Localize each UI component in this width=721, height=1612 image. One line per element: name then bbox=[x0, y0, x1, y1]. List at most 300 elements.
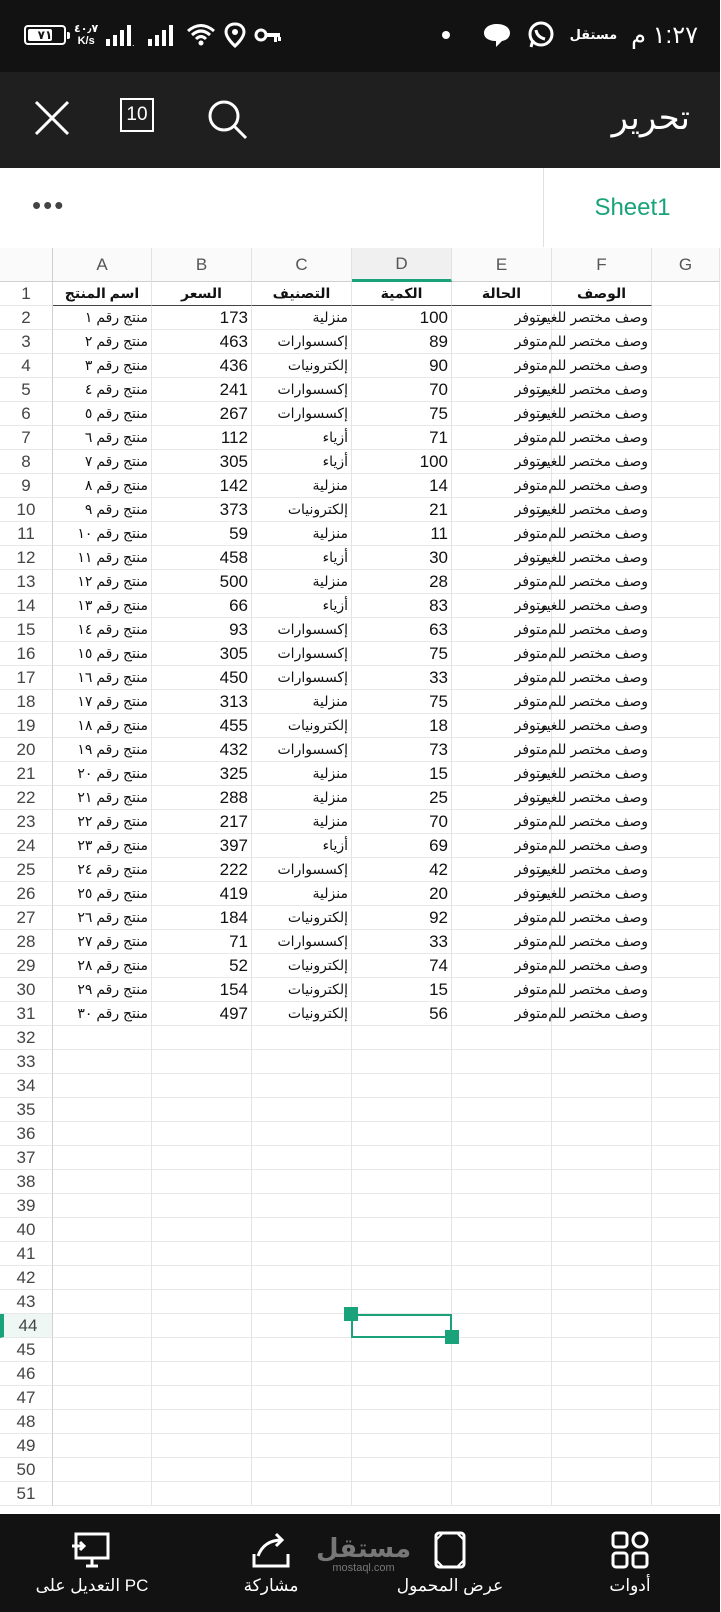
table-cell[interactable]: متوفر bbox=[452, 834, 552, 858]
empty-cell[interactable] bbox=[352, 1482, 452, 1506]
table-cell[interactable]: 436 bbox=[152, 354, 252, 378]
empty-cell[interactable] bbox=[252, 1362, 352, 1386]
empty-cell[interactable] bbox=[652, 714, 720, 738]
table-cell[interactable]: منتج رقم ١٩ bbox=[53, 738, 152, 762]
empty-cell[interactable] bbox=[152, 1434, 252, 1458]
row-header[interactable]: 27 bbox=[0, 906, 53, 930]
table-cell[interactable]: منتج رقم ١٤ bbox=[53, 618, 152, 642]
empty-cell[interactable] bbox=[652, 522, 720, 546]
table-cell[interactable]: 241 bbox=[152, 378, 252, 402]
empty-cell[interactable] bbox=[652, 1026, 720, 1050]
table-cell[interactable]: منتج رقم ٢٢ bbox=[53, 810, 152, 834]
row-header[interactable]: 47 bbox=[0, 1386, 53, 1410]
row-header[interactable]: 8 bbox=[0, 450, 53, 474]
empty-cell[interactable] bbox=[53, 1266, 152, 1290]
selection-start-handle[interactable] bbox=[344, 1307, 358, 1321]
table-cell[interactable]: منتج رقم ١١ bbox=[53, 546, 152, 570]
empty-cell[interactable] bbox=[552, 1194, 652, 1218]
table-cell[interactable]: 455 bbox=[152, 714, 252, 738]
empty-cell[interactable] bbox=[152, 1146, 252, 1170]
row-header[interactable]: 25 bbox=[0, 858, 53, 882]
row-header[interactable]: 7 bbox=[0, 426, 53, 450]
row-header[interactable]: 32 bbox=[0, 1026, 53, 1050]
table-cell[interactable]: منتج رقم ٢١ bbox=[53, 786, 152, 810]
empty-cell[interactable] bbox=[53, 1482, 152, 1506]
row-header[interactable]: 21 bbox=[0, 762, 53, 786]
row-header[interactable]: 36 bbox=[0, 1122, 53, 1146]
table-cell[interactable]: منزلية bbox=[252, 882, 352, 906]
table-cell[interactable]: متوفر bbox=[452, 882, 552, 906]
table-cell[interactable]: 71 bbox=[352, 426, 452, 450]
empty-cell[interactable] bbox=[652, 1410, 720, 1434]
empty-cell[interactable] bbox=[152, 1386, 252, 1410]
table-cell[interactable]: متوفر bbox=[452, 546, 552, 570]
empty-cell[interactable] bbox=[252, 1050, 352, 1074]
row-header[interactable]: 13 bbox=[0, 570, 53, 594]
empty-cell[interactable] bbox=[652, 306, 720, 330]
table-cell[interactable]: متوفر bbox=[452, 402, 552, 426]
empty-cell[interactable] bbox=[652, 402, 720, 426]
table-cell[interactable]: 71 bbox=[152, 930, 252, 954]
empty-cell[interactable] bbox=[152, 1098, 252, 1122]
empty-cell[interactable] bbox=[53, 1434, 152, 1458]
row-header[interactable]: 33 bbox=[0, 1050, 53, 1074]
row-header[interactable]: 17 bbox=[0, 666, 53, 690]
empty-cell[interactable] bbox=[152, 1314, 252, 1338]
table-cell[interactable]: منتج رقم ٢٣ bbox=[53, 834, 152, 858]
row-header[interactable]: 11 bbox=[0, 522, 53, 546]
table-cell[interactable]: 497 bbox=[152, 1002, 252, 1026]
table-header-cell[interactable]: اسم المنتج bbox=[53, 282, 152, 306]
empty-cell[interactable] bbox=[552, 1122, 652, 1146]
table-cell[interactable]: 59 bbox=[152, 522, 252, 546]
table-cell[interactable]: وصف مختصر للغير bbox=[552, 714, 652, 738]
grid-corner[interactable] bbox=[0, 248, 53, 282]
table-cell[interactable]: منتج رقم ٢٨ bbox=[53, 954, 152, 978]
row-header[interactable]: 42 bbox=[0, 1266, 53, 1290]
empty-cell[interactable] bbox=[53, 1194, 152, 1218]
row-header[interactable]: 12 bbox=[0, 546, 53, 570]
empty-cell[interactable] bbox=[552, 1482, 652, 1506]
empty-cell[interactable] bbox=[652, 1146, 720, 1170]
table-cell[interactable]: أزياء bbox=[252, 426, 352, 450]
empty-cell[interactable] bbox=[53, 1074, 152, 1098]
empty-cell[interactable] bbox=[252, 1482, 352, 1506]
table-cell[interactable]: 15 bbox=[352, 978, 452, 1002]
row-header[interactable]: 6 bbox=[0, 402, 53, 426]
row-header[interactable]: 15 bbox=[0, 618, 53, 642]
column-header-d[interactable]: D bbox=[352, 248, 452, 282]
empty-cell[interactable] bbox=[652, 570, 720, 594]
empty-cell[interactable] bbox=[652, 1170, 720, 1194]
table-cell[interactable]: 70 bbox=[352, 378, 452, 402]
table-cell[interactable]: متوفر bbox=[452, 690, 552, 714]
column-header-b[interactable]: B bbox=[152, 248, 252, 282]
table-cell[interactable]: 25 bbox=[352, 786, 452, 810]
table-cell[interactable]: أزياء bbox=[252, 546, 352, 570]
table-cell[interactable]: متوفر bbox=[452, 570, 552, 594]
table-cell[interactable]: متوفر bbox=[452, 714, 552, 738]
table-cell[interactable]: منتج رقم ٢٧ bbox=[53, 930, 152, 954]
table-cell[interactable]: 21 bbox=[352, 498, 452, 522]
table-cell[interactable]: 222 bbox=[152, 858, 252, 882]
table-cell[interactable]: منتج رقم ١٥ bbox=[53, 642, 152, 666]
column-header-c[interactable]: C bbox=[252, 248, 352, 282]
table-cell[interactable]: 325 bbox=[152, 762, 252, 786]
empty-cell[interactable] bbox=[652, 426, 720, 450]
row-header[interactable]: 28 bbox=[0, 930, 53, 954]
empty-cell[interactable] bbox=[452, 1242, 552, 1266]
table-cell[interactable]: متوفر bbox=[452, 426, 552, 450]
empty-cell[interactable] bbox=[352, 1410, 452, 1434]
table-cell[interactable]: 267 bbox=[152, 402, 252, 426]
table-cell[interactable]: إكسسوارات bbox=[252, 666, 352, 690]
empty-cell[interactable] bbox=[352, 1458, 452, 1482]
empty-cell[interactable] bbox=[352, 1050, 452, 1074]
empty-cell[interactable] bbox=[652, 1314, 720, 1338]
row-header[interactable]: 4 bbox=[0, 354, 53, 378]
table-cell[interactable]: 89 bbox=[352, 330, 452, 354]
table-cell[interactable]: 450 bbox=[152, 666, 252, 690]
table-cell[interactable]: منتج رقم ١٦ bbox=[53, 666, 152, 690]
empty-cell[interactable] bbox=[652, 282, 720, 306]
table-cell[interactable]: أزياء bbox=[252, 450, 352, 474]
table-cell[interactable]: 75 bbox=[352, 690, 452, 714]
empty-cell[interactable] bbox=[552, 1242, 652, 1266]
table-cell[interactable]: منتج رقم ٢٩ bbox=[53, 978, 152, 1002]
table-cell[interactable]: 112 bbox=[152, 426, 252, 450]
row-header[interactable]: 26 bbox=[0, 882, 53, 906]
empty-cell[interactable] bbox=[352, 1290, 452, 1314]
row-header[interactable]: 18 bbox=[0, 690, 53, 714]
empty-cell[interactable] bbox=[252, 1314, 352, 1338]
table-cell[interactable]: 15 bbox=[352, 762, 452, 786]
empty-cell[interactable] bbox=[152, 1458, 252, 1482]
empty-cell[interactable] bbox=[352, 1338, 452, 1362]
table-cell[interactable]: متوفر bbox=[452, 738, 552, 762]
table-cell[interactable]: إلكترونيات bbox=[252, 498, 352, 522]
table-cell[interactable]: وصف مختصر للغير bbox=[552, 498, 652, 522]
table-cell[interactable]: وصف مختصر للم bbox=[552, 906, 652, 930]
empty-cell[interactable] bbox=[652, 1338, 720, 1362]
table-cell[interactable]: 33 bbox=[352, 666, 452, 690]
empty-cell[interactable] bbox=[352, 1170, 452, 1194]
empty-cell[interactable] bbox=[652, 1242, 720, 1266]
table-cell[interactable]: 500 bbox=[152, 570, 252, 594]
table-cell[interactable]: متوفر bbox=[452, 786, 552, 810]
table-cell[interactable]: 173 bbox=[152, 306, 252, 330]
empty-cell[interactable] bbox=[652, 1266, 720, 1290]
empty-cell[interactable] bbox=[53, 1362, 152, 1386]
empty-cell[interactable] bbox=[452, 1458, 552, 1482]
empty-cell[interactable] bbox=[352, 1146, 452, 1170]
empty-cell[interactable] bbox=[652, 882, 720, 906]
table-cell[interactable]: 92 bbox=[352, 906, 452, 930]
empty-cell[interactable] bbox=[552, 1098, 652, 1122]
empty-cell[interactable] bbox=[152, 1050, 252, 1074]
table-cell[interactable]: 305 bbox=[152, 450, 252, 474]
table-cell[interactable]: وصف مختصر للم bbox=[552, 954, 652, 978]
table-cell[interactable]: متوفر bbox=[452, 642, 552, 666]
table-cell[interactable]: منتج رقم ٢٦ bbox=[53, 906, 152, 930]
table-cell[interactable]: إكسسوارات bbox=[252, 930, 352, 954]
row-header[interactable]: 2 bbox=[0, 306, 53, 330]
table-cell[interactable]: وصف مختصر للم bbox=[552, 810, 652, 834]
row-header[interactable]: 49 bbox=[0, 1434, 53, 1458]
empty-cell[interactable] bbox=[652, 1098, 720, 1122]
table-cell[interactable]: منتج رقم ٢٥ bbox=[53, 882, 152, 906]
empty-cell[interactable] bbox=[652, 930, 720, 954]
empty-cell[interactable] bbox=[252, 1338, 352, 1362]
empty-cell[interactable] bbox=[552, 1146, 652, 1170]
table-cell[interactable]: 33 bbox=[352, 930, 452, 954]
table-cell[interactable]: 18 bbox=[352, 714, 452, 738]
table-cell[interactable]: وصف مختصر للغير bbox=[552, 546, 652, 570]
empty-cell[interactable] bbox=[652, 1290, 720, 1314]
empty-cell[interactable] bbox=[452, 1098, 552, 1122]
table-cell[interactable]: متوفر bbox=[452, 354, 552, 378]
empty-cell[interactable] bbox=[152, 1170, 252, 1194]
empty-cell[interactable] bbox=[352, 1098, 452, 1122]
empty-cell[interactable] bbox=[652, 1002, 720, 1026]
table-cell[interactable]: 100 bbox=[352, 450, 452, 474]
empty-cell[interactable] bbox=[652, 1122, 720, 1146]
table-cell[interactable]: 74 bbox=[352, 954, 452, 978]
row-header[interactable]: 37 bbox=[0, 1146, 53, 1170]
empty-cell[interactable] bbox=[652, 1194, 720, 1218]
empty-cell[interactable] bbox=[652, 1458, 720, 1482]
empty-cell[interactable] bbox=[152, 1266, 252, 1290]
row-header[interactable]: 35 bbox=[0, 1098, 53, 1122]
table-header-cell[interactable]: السعر bbox=[152, 282, 252, 306]
empty-cell[interactable] bbox=[252, 1194, 352, 1218]
empty-cell[interactable] bbox=[552, 1434, 652, 1458]
empty-cell[interactable] bbox=[452, 1218, 552, 1242]
table-cell[interactable]: 28 bbox=[352, 570, 452, 594]
table-cell[interactable]: وصف مختصر للم bbox=[552, 330, 652, 354]
table-cell[interactable]: 11 bbox=[352, 522, 452, 546]
table-cell[interactable]: إلكترونيات bbox=[252, 714, 352, 738]
empty-cell[interactable] bbox=[53, 1290, 152, 1314]
row-header[interactable]: 14 bbox=[0, 594, 53, 618]
empty-cell[interactable] bbox=[652, 618, 720, 642]
table-cell[interactable]: 90 bbox=[352, 354, 452, 378]
table-cell[interactable]: وصف مختصر للغير bbox=[552, 450, 652, 474]
tools-button[interactable] bbox=[598, 1514, 662, 1612]
table-cell[interactable]: متوفر bbox=[452, 474, 552, 498]
empty-cell[interactable] bbox=[552, 1314, 652, 1338]
table-cell[interactable]: منتج رقم ١٧ bbox=[53, 690, 152, 714]
row-header[interactable]: 43 bbox=[0, 1290, 53, 1314]
empty-cell[interactable] bbox=[252, 1146, 352, 1170]
row-header[interactable]: 50 bbox=[0, 1458, 53, 1482]
empty-cell[interactable] bbox=[652, 858, 720, 882]
table-cell[interactable]: منتج رقم ٣٠ bbox=[53, 1002, 152, 1026]
empty-cell[interactable] bbox=[53, 1026, 152, 1050]
selection-end-handle[interactable] bbox=[445, 1330, 459, 1344]
edit-button[interactable]: تحرير bbox=[611, 99, 690, 137]
table-cell[interactable]: 288 bbox=[152, 786, 252, 810]
table-cell[interactable]: متوفر bbox=[452, 378, 552, 402]
table-cell[interactable]: وصف مختصر للم bbox=[552, 738, 652, 762]
empty-cell[interactable] bbox=[652, 1050, 720, 1074]
empty-cell[interactable] bbox=[452, 1362, 552, 1386]
row-header[interactable]: 51 bbox=[0, 1482, 53, 1506]
empty-cell[interactable] bbox=[252, 1410, 352, 1434]
empty-cell[interactable] bbox=[352, 1434, 452, 1458]
empty-cell[interactable] bbox=[652, 954, 720, 978]
edit-on-pc-button[interactable] bbox=[22, 1514, 162, 1612]
table-cell[interactable]: وصف مختصر للم bbox=[552, 642, 652, 666]
row-header[interactable]: 48 bbox=[0, 1410, 53, 1434]
table-cell[interactable]: منتج رقم ٢٤ bbox=[53, 858, 152, 882]
empty-cell[interactable] bbox=[53, 1458, 152, 1482]
table-cell[interactable]: 313 bbox=[152, 690, 252, 714]
row-header[interactable]: 46 bbox=[0, 1362, 53, 1386]
table-header-cell[interactable]: التصنيف bbox=[252, 282, 352, 306]
empty-cell[interactable] bbox=[452, 1410, 552, 1434]
table-cell[interactable]: إلكترونيات bbox=[252, 1002, 352, 1026]
row-header[interactable]: 9 bbox=[0, 474, 53, 498]
empty-cell[interactable] bbox=[452, 1170, 552, 1194]
spreadsheet-grid[interactable] bbox=[0, 248, 720, 1514]
table-cell[interactable]: متوفر bbox=[452, 954, 552, 978]
row-header[interactable]: 22 bbox=[0, 786, 53, 810]
table-cell[interactable]: إلكترونيات bbox=[252, 954, 352, 978]
table-cell[interactable]: متوفر bbox=[452, 978, 552, 1002]
table-cell[interactable]: 30 bbox=[352, 546, 452, 570]
empty-cell[interactable] bbox=[452, 1074, 552, 1098]
empty-cell[interactable] bbox=[552, 1218, 652, 1242]
empty-cell[interactable] bbox=[552, 1410, 652, 1434]
row-header[interactable]: 34 bbox=[0, 1074, 53, 1098]
empty-cell[interactable] bbox=[53, 1146, 152, 1170]
table-cell[interactable]: منزلية bbox=[252, 570, 352, 594]
table-cell[interactable]: متوفر bbox=[452, 858, 552, 882]
empty-cell[interactable] bbox=[552, 1338, 652, 1362]
table-cell[interactable]: إلكترونيات bbox=[252, 906, 352, 930]
table-cell[interactable]: 56 bbox=[352, 1002, 452, 1026]
table-cell[interactable]: متوفر bbox=[452, 666, 552, 690]
row-header[interactable]: 38 bbox=[0, 1170, 53, 1194]
table-cell[interactable]: 184 bbox=[152, 906, 252, 930]
table-cell[interactable]: منزلية bbox=[252, 762, 352, 786]
row-header[interactable]: 20 bbox=[0, 738, 53, 762]
table-cell[interactable]: منزلية bbox=[252, 690, 352, 714]
column-header-f[interactable]: F bbox=[552, 248, 652, 282]
table-cell[interactable]: 42 bbox=[352, 858, 452, 882]
empty-cell[interactable] bbox=[352, 1362, 452, 1386]
table-cell[interactable]: منزلية bbox=[252, 810, 352, 834]
empty-cell[interactable] bbox=[352, 1386, 452, 1410]
table-cell[interactable]: متوفر bbox=[452, 498, 552, 522]
empty-cell[interactable] bbox=[252, 1170, 352, 1194]
empty-cell[interactable] bbox=[152, 1218, 252, 1242]
table-cell[interactable]: وصف مختصر للغير bbox=[552, 786, 652, 810]
table-cell[interactable]: 73 bbox=[352, 738, 452, 762]
row-header[interactable]: 45 bbox=[0, 1338, 53, 1362]
empty-cell[interactable] bbox=[652, 1362, 720, 1386]
table-cell[interactable]: منتج رقم ٧ bbox=[53, 450, 152, 474]
table-cell[interactable]: إكسسوارات bbox=[252, 618, 352, 642]
empty-cell[interactable] bbox=[652, 354, 720, 378]
empty-cell[interactable] bbox=[53, 1386, 152, 1410]
table-cell[interactable]: 142 bbox=[152, 474, 252, 498]
empty-cell[interactable] bbox=[452, 1482, 552, 1506]
table-cell[interactable]: وصف مختصر للغير bbox=[552, 594, 652, 618]
empty-cell[interactable] bbox=[252, 1242, 352, 1266]
row-header[interactable]: 10 bbox=[0, 498, 53, 522]
empty-cell[interactable] bbox=[352, 1242, 452, 1266]
row-header[interactable]: 19 bbox=[0, 714, 53, 738]
empty-cell[interactable] bbox=[252, 1026, 352, 1050]
table-cell[interactable]: منتج رقم ١٨ bbox=[53, 714, 152, 738]
row-header[interactable]: 29 bbox=[0, 954, 53, 978]
empty-cell[interactable] bbox=[352, 1266, 452, 1290]
table-cell[interactable]: وصف مختصر للم bbox=[552, 570, 652, 594]
empty-cell[interactable] bbox=[552, 1266, 652, 1290]
table-cell[interactable]: 463 bbox=[152, 330, 252, 354]
table-header-cell[interactable]: الكمية bbox=[352, 282, 452, 306]
empty-cell[interactable] bbox=[53, 1218, 152, 1242]
empty-cell[interactable] bbox=[652, 1482, 720, 1506]
row-header[interactable]: 5 bbox=[0, 378, 53, 402]
table-cell[interactable]: منتج رقم ٩ bbox=[53, 498, 152, 522]
empty-cell[interactable] bbox=[152, 1362, 252, 1386]
empty-cell[interactable] bbox=[652, 834, 720, 858]
table-cell[interactable]: منتج رقم ٦ bbox=[53, 426, 152, 450]
table-cell[interactable]: وصف مختصر للم bbox=[552, 426, 652, 450]
table-cell[interactable]: وصف مختصر للغير bbox=[552, 402, 652, 426]
table-cell[interactable]: منزلية bbox=[252, 522, 352, 546]
table-cell[interactable]: إكسسوارات bbox=[252, 858, 352, 882]
empty-cell[interactable] bbox=[652, 330, 720, 354]
empty-cell[interactable] bbox=[552, 1170, 652, 1194]
empty-cell[interactable] bbox=[252, 1122, 352, 1146]
table-cell[interactable]: 20 bbox=[352, 882, 452, 906]
empty-cell[interactable] bbox=[452, 1266, 552, 1290]
table-cell[interactable]: منتج رقم ٢ bbox=[53, 330, 152, 354]
table-cell[interactable]: متوفر bbox=[452, 618, 552, 642]
table-cell[interactable]: وصف مختصر للم bbox=[552, 978, 652, 1002]
empty-cell[interactable] bbox=[252, 1290, 352, 1314]
table-cell[interactable]: 305 bbox=[152, 642, 252, 666]
table-cell[interactable]: 397 bbox=[152, 834, 252, 858]
table-cell[interactable]: منتج رقم ١٢ bbox=[53, 570, 152, 594]
table-cell[interactable]: 63 bbox=[352, 618, 452, 642]
table-cell[interactable]: متوفر bbox=[452, 906, 552, 930]
table-cell[interactable]: 75 bbox=[352, 402, 452, 426]
empty-cell[interactable] bbox=[53, 1170, 152, 1194]
empty-cell[interactable] bbox=[252, 1386, 352, 1410]
table-cell[interactable]: 75 bbox=[352, 642, 452, 666]
table-cell[interactable]: 83 bbox=[352, 594, 452, 618]
empty-cell[interactable] bbox=[152, 1410, 252, 1434]
empty-cell[interactable] bbox=[552, 1026, 652, 1050]
empty-cell[interactable] bbox=[552, 1362, 652, 1386]
table-cell[interactable]: منتج رقم ١٣ bbox=[53, 594, 152, 618]
empty-cell[interactable] bbox=[53, 1098, 152, 1122]
table-cell[interactable]: 217 bbox=[152, 810, 252, 834]
table-header-cell[interactable]: الوصف bbox=[552, 282, 652, 306]
table-cell[interactable]: وصف مختصر للم bbox=[552, 354, 652, 378]
table-cell[interactable]: وصف مختصر للم bbox=[552, 474, 652, 498]
empty-cell[interactable] bbox=[652, 498, 720, 522]
table-cell[interactable]: 419 bbox=[152, 882, 252, 906]
table-header-cell[interactable]: الحالة bbox=[452, 282, 552, 306]
empty-cell[interactable] bbox=[452, 1290, 552, 1314]
empty-cell[interactable] bbox=[452, 1146, 552, 1170]
